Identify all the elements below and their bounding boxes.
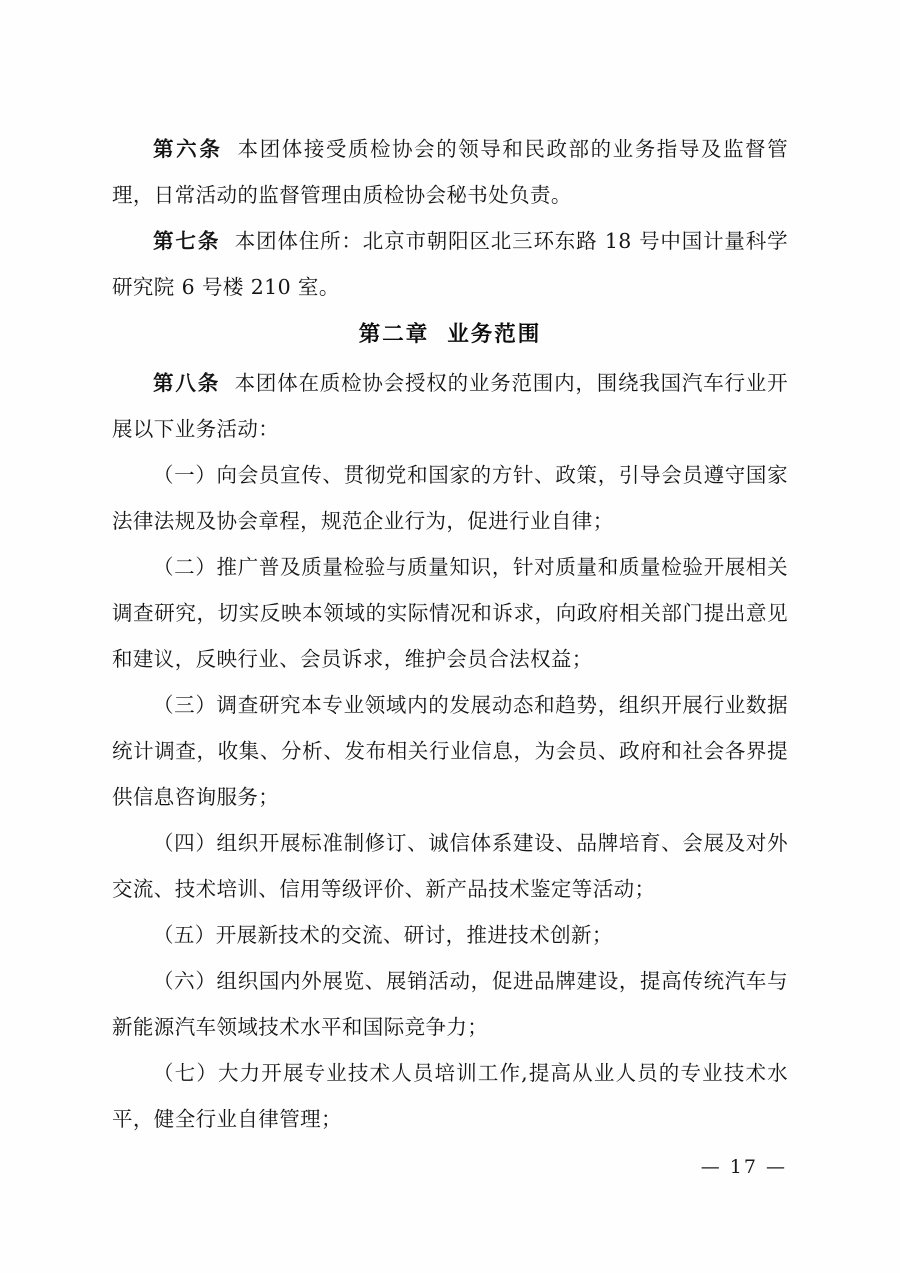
document-body xyxy=(112,126,788,1142)
list-item-1: （一）向会员宣传、贯彻党和国家的方针、政策，引导会员遵守国家法律法规及协会章程，规范企业行为，促进行业自律； xyxy=(112,463,788,533)
list-item-4: （四）组织开展标准制修订、诚信体系建设、品牌培育、会展及对外交流、技术培训、信用等级评价、新产品技术鉴定等活动； xyxy=(112,831,788,901)
paragraph-article-6 xyxy=(112,126,788,218)
article-text-6: 本团体接受质检协会的领导和民政部的业务指导及监督管理，日常活动的监督管理由质检协会秘书处负责。 xyxy=(112,137,789,207)
paragraph-article-7 xyxy=(112,218,788,310)
list-item-6: （六）组织国内外展览、展销活动，促进品牌建设，提高传统汽车与新能源汽车领域技术水平和国际竞争力； xyxy=(112,969,788,1039)
list-item-3: （三）调查研究本专业领域内的发展动态和趋势，组织开展行业数据统计调查，收集、分析、发布相关行业信息，为会员、政府和社会各界提供信息咨询服务； xyxy=(112,693,788,809)
list-item-7: （七）大力开展专业技术人员培训工作,提高从业人员的专业技术水平，健全行业自律管理； xyxy=(112,1061,788,1131)
list-item-5: （五）开展新技术的交流、研讨，推进技术创新； xyxy=(153,923,613,947)
page-number: — 17 — xyxy=(700,1156,787,1178)
paragraph-article-8 xyxy=(112,360,788,452)
article-label-6: 第六条 xyxy=(153,137,223,161)
list-item-2: （二）推广普及质量检验与质量知识，针对质量和质量检验开展相关调查研究，切实反映本领域的实际情况和诉求，向政府相关部门提出意见和建议，反映行业、会员诉求，维护会员合法权益； xyxy=(112,555,788,671)
article-text-7: 本团体住所：北京市朝阳区北三环东路 18 号中国计量科学研究院 6 号楼 210 室。 xyxy=(112,229,788,299)
chapter-title-text: 业务范围 xyxy=(447,322,542,347)
chapter-number: 第二章 xyxy=(358,322,430,347)
chapter-heading xyxy=(112,312,788,358)
article-text-8: 本团体在质检协会授权的业务范围内，围绕我国汽车行业开展以下业务活动： xyxy=(112,371,788,441)
article-label-8: 第八条 xyxy=(153,371,221,395)
article-label-7: 第七条 xyxy=(153,229,221,253)
